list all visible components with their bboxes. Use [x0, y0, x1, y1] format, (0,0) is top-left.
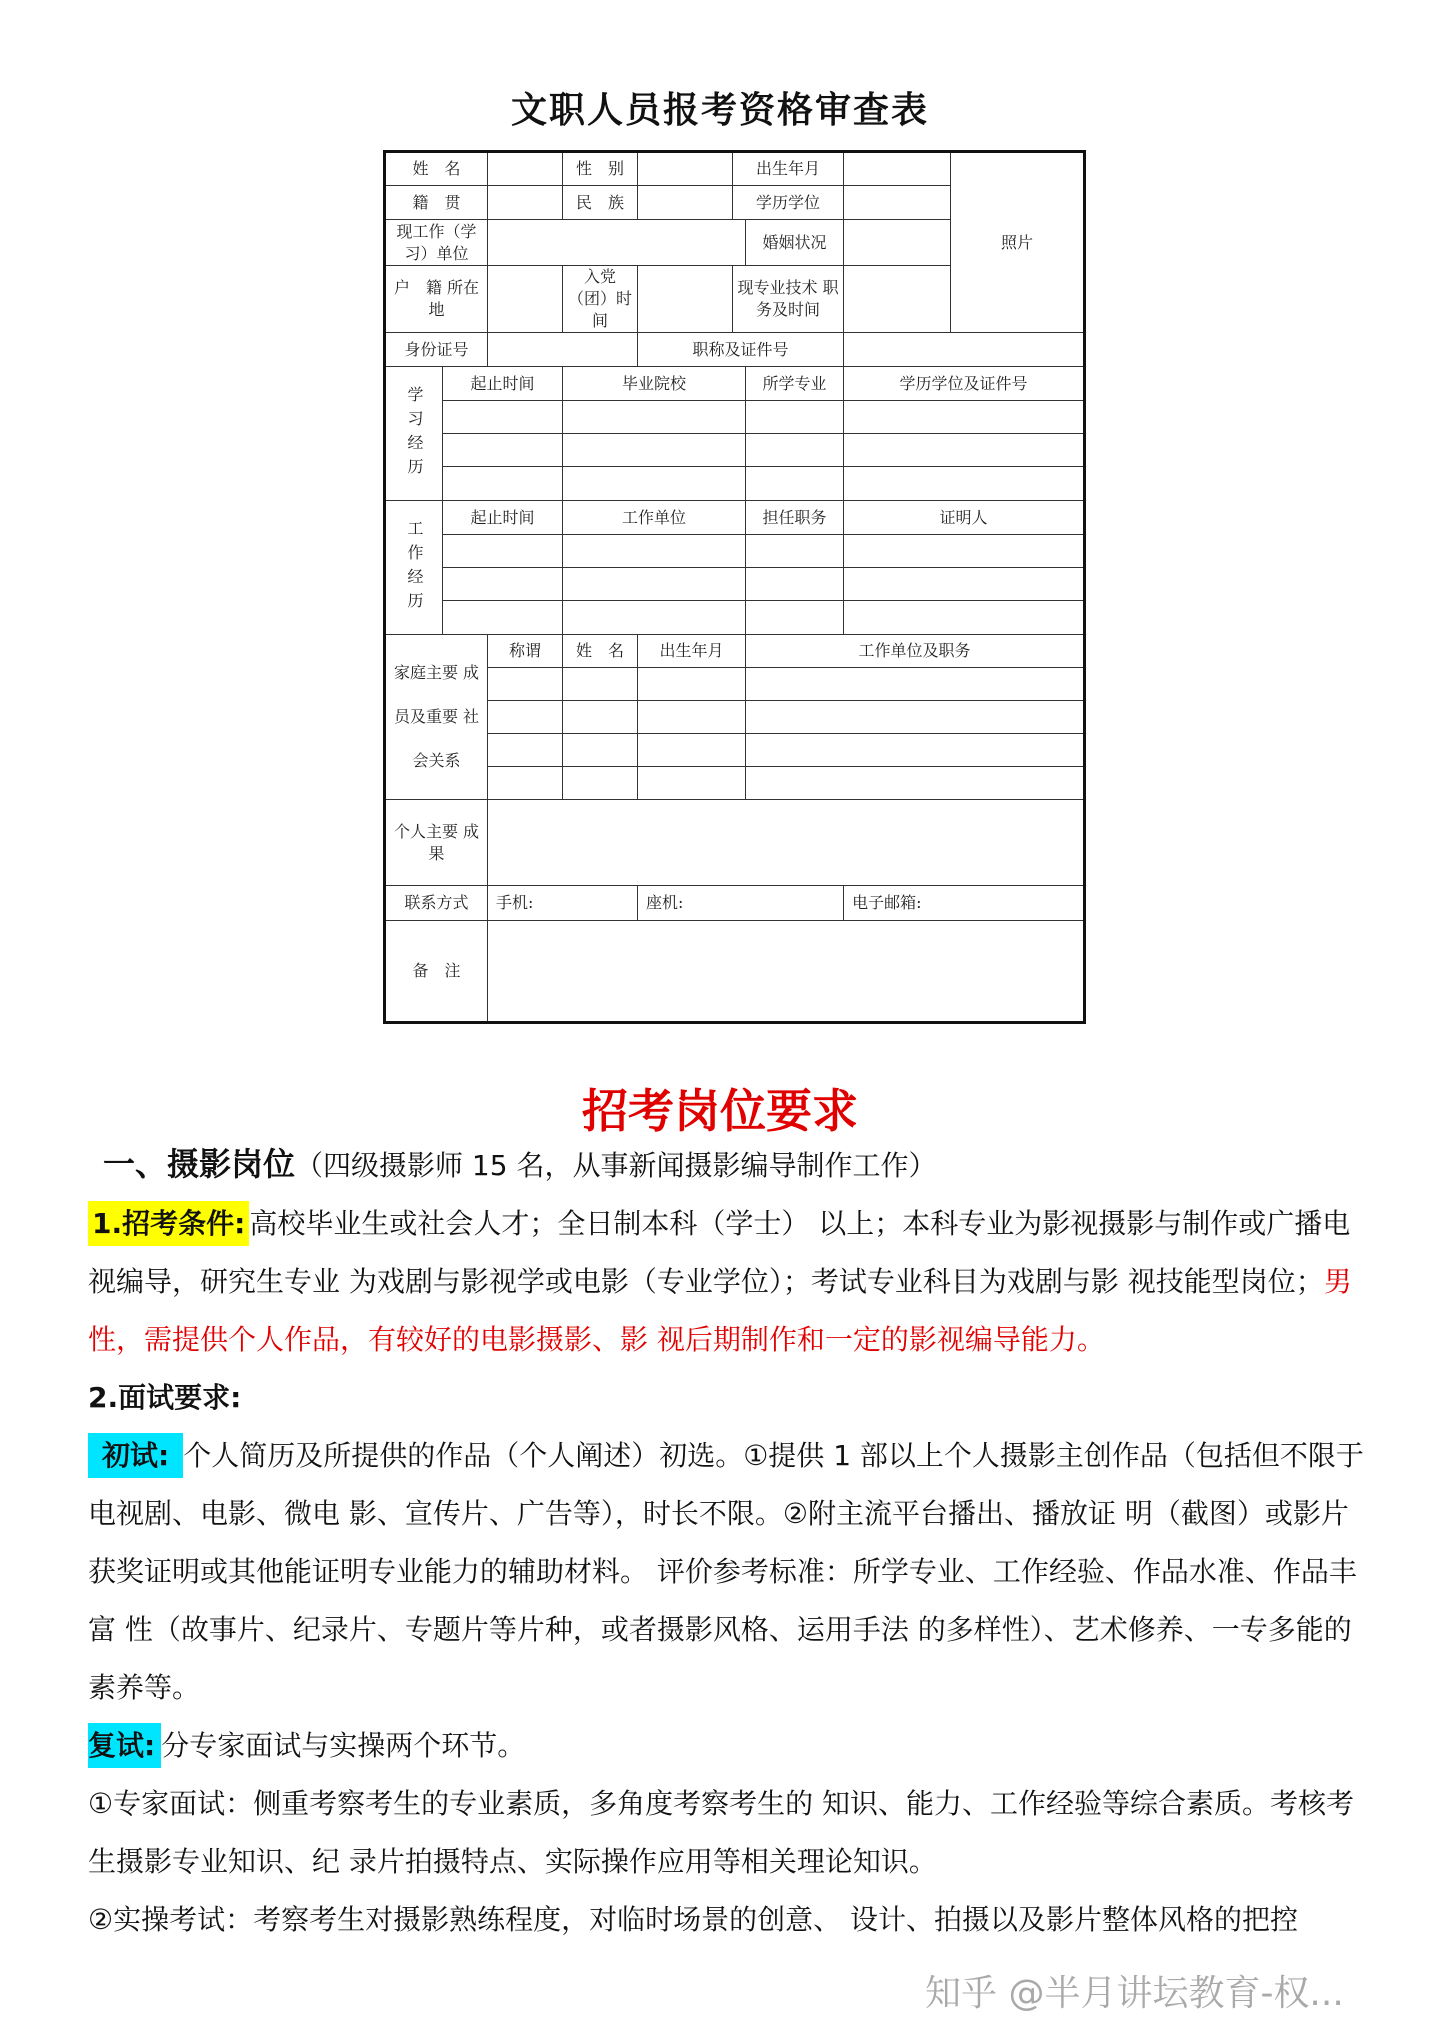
cell[interactable]	[844, 568, 1085, 601]
photo-box	[951, 152, 1085, 333]
family-header: 工作单位及职务	[746, 635, 1085, 668]
cell[interactable]	[844, 467, 1085, 501]
family-header: 出生年月	[638, 635, 746, 668]
requirements-body	[88, 1135, 1370, 1949]
field-native[interactable]	[488, 186, 563, 220]
cell[interactable]	[746, 668, 1085, 701]
label-hukou: 户 籍 所在地	[385, 266, 488, 333]
label-id-no: 身份证号	[385, 333, 488, 367]
cell[interactable]	[746, 601, 844, 635]
item-practical-exam: ②实操考试：考察考生对摄影熟练程度，对临时场景的创意、 设计、拍摄以及影片整体风格的把控	[88, 1903, 1299, 1936]
cell[interactable]	[746, 535, 844, 568]
label-gender: 性 别	[563, 152, 638, 186]
interview-label: 2.面试要求:	[88, 1381, 242, 1414]
cell[interactable]	[746, 467, 844, 501]
cell[interactable]	[563, 535, 746, 568]
retest-label: 复试:	[88, 1723, 161, 1768]
section-title: 招考岗位要求	[582, 1084, 858, 1138]
label-name: 姓 名	[385, 152, 488, 186]
cell[interactable]	[443, 568, 563, 601]
work-header: 担任职务	[746, 501, 844, 535]
cell[interactable]	[746, 434, 844, 467]
field-title-time[interactable]	[844, 266, 951, 333]
field-gender[interactable]	[638, 152, 733, 186]
work-header: 工作单位	[563, 501, 746, 535]
prelim-text: 个人简历及所提供的作品（个人阐述）初选。①提供 1 部以上个人摄影主创作品（包括但不限于电视剧、电影、微电 影、宣传片、广告等），时长不限。②附主流平台播出、播放证 明（截图）或影片获奖证明或其他能证明专业能力的辅助材料。 评价参考标准：所学专业、工作经验、作品水准、作品丰富 性（故事片、纪录片、专题片等片种，或者摄影风格、运用手法 的多样性）、艺术修养、一专多能的素养等。	[88, 1439, 1364, 1704]
label-achievements: 个人主要 成 果	[385, 800, 488, 886]
field-achievements[interactable]	[488, 800, 1085, 886]
label-ethnicity: 民 族	[563, 186, 638, 220]
work-header: 证明人	[844, 501, 1085, 535]
cell[interactable]	[488, 734, 563, 767]
retest-paragraph	[88, 1717, 1370, 1775]
field-email[interactable]: 电子邮箱:	[844, 886, 1085, 921]
cell[interactable]	[844, 401, 1085, 434]
position-note: （四级摄影师 15 名，从事新闻摄影编导制作工作）	[295, 1149, 937, 1182]
form-title: 文职人员报考资格审查表	[510, 89, 929, 131]
field-ethnicity[interactable]	[638, 186, 733, 220]
field-work-unit[interactable]	[488, 220, 746, 266]
family-header: 称谓	[488, 635, 563, 668]
field-education[interactable]	[844, 186, 951, 220]
field-cert-no[interactable]	[844, 333, 1085, 367]
field-id-no[interactable]	[488, 333, 638, 367]
label-study: 学习经历	[385, 367, 443, 501]
study-header: 所学专业	[746, 367, 844, 401]
label-marital: 婚姻状况	[746, 220, 844, 266]
study-header: 起止时间	[443, 367, 563, 401]
cell[interactable]	[563, 668, 638, 701]
label-title-time: 现专业技术 职务及时间	[733, 266, 844, 333]
cell[interactable]	[746, 401, 844, 434]
field-party[interactable]	[638, 266, 733, 333]
conditions-paragraph	[88, 1195, 1370, 1369]
qualification-form-table	[383, 150, 1086, 1024]
cell[interactable]	[563, 767, 638, 800]
cell[interactable]	[746, 734, 1085, 767]
cell[interactable]	[563, 467, 746, 501]
prelim-paragraph	[88, 1427, 1370, 1717]
cell[interactable]	[488, 668, 563, 701]
cell[interactable]	[563, 734, 638, 767]
prelim-label: 初试:	[88, 1433, 183, 1478]
work-header: 起止时间	[443, 501, 563, 535]
field-mobile[interactable]: 手机:	[488, 886, 638, 921]
conditions-red-text: 男性，需提供个人作品，有较好的电影摄影、影 视后期制作和一定的影视编导能力。	[88, 1265, 1352, 1356]
conditions-label: 1.招考条件:	[88, 1201, 249, 1246]
cell[interactable]	[563, 434, 746, 467]
label-birth: 出生年月	[733, 152, 844, 186]
label-photo: 照片	[1001, 232, 1034, 252]
cell[interactable]	[443, 401, 563, 434]
conditions-text: 高校毕业生或社会人才；全日制本科（学士） 以上；本科专业为影视摄影与制作或广播电视编导，研究生专业 为戏剧与影视学或电影（专业学位）；考试专业科目为戏剧与影 视技能型岗位；	[88, 1207, 1351, 1298]
cell[interactable]	[844, 434, 1085, 467]
cell[interactable]	[563, 601, 746, 635]
cell[interactable]	[746, 568, 844, 601]
cell[interactable]	[443, 434, 563, 467]
field-name[interactable]	[488, 152, 563, 186]
field-remarks[interactable]	[488, 921, 1085, 1023]
item-expert-interview: ①专家面试：侧重考察考生的专业素质，多角度考察考生的 知识、能力、工作经验等综合素质。考核考生摄影专业知识、纪 录片拍摄特点、实际操作应用等相关理论知识。	[88, 1787, 1355, 1878]
study-header: 毕业院校	[563, 367, 746, 401]
label-work-unit: 现工作（学习）单位	[385, 220, 488, 266]
family-header: 姓 名	[563, 635, 638, 668]
cell[interactable]	[563, 568, 746, 601]
field-hukou[interactable]	[488, 266, 563, 333]
label-remarks: 备 注	[385, 921, 488, 1023]
cell[interactable]	[563, 701, 638, 734]
label-family: 家庭主要 成员及重要 社会关系	[385, 635, 488, 800]
label-cert-no: 职称及证件号	[638, 333, 844, 367]
label-contact: 联系方式	[385, 886, 488, 921]
cell[interactable]	[638, 701, 746, 734]
cell[interactable]	[746, 701, 1085, 734]
label-native: 籍 贯	[385, 186, 488, 220]
cell[interactable]	[443, 467, 563, 501]
cell[interactable]	[488, 701, 563, 734]
cell[interactable]	[638, 734, 746, 767]
cell[interactable]	[746, 767, 1085, 800]
label-education: 学历学位	[733, 186, 844, 220]
cell[interactable]	[638, 668, 746, 701]
watermark: 知乎 @半月讲坛教育-权...	[925, 1973, 1344, 2014]
cell[interactable]	[488, 767, 563, 800]
cell[interactable]	[638, 767, 746, 800]
position-heading: 一、摄影岗位（四级摄影师 15 名，从事新闻摄影编导制作工作）	[103, 1145, 937, 1183]
field-marital[interactable]	[844, 220, 951, 266]
field-birth[interactable]	[844, 152, 951, 186]
cell[interactable]	[844, 601, 1085, 635]
cell[interactable]	[443, 535, 563, 568]
label-party: 入党（团）时 间	[563, 266, 638, 333]
study-header: 学历学位及证件号	[844, 367, 1085, 401]
field-landline[interactable]: 座机:	[638, 886, 844, 921]
cell[interactable]	[443, 601, 563, 635]
cell[interactable]	[844, 535, 1085, 568]
label-work: 工作经历	[385, 501, 443, 635]
cell[interactable]	[563, 401, 746, 434]
retest-text: 分专家面试与实操两个环节。	[161, 1729, 526, 1762]
